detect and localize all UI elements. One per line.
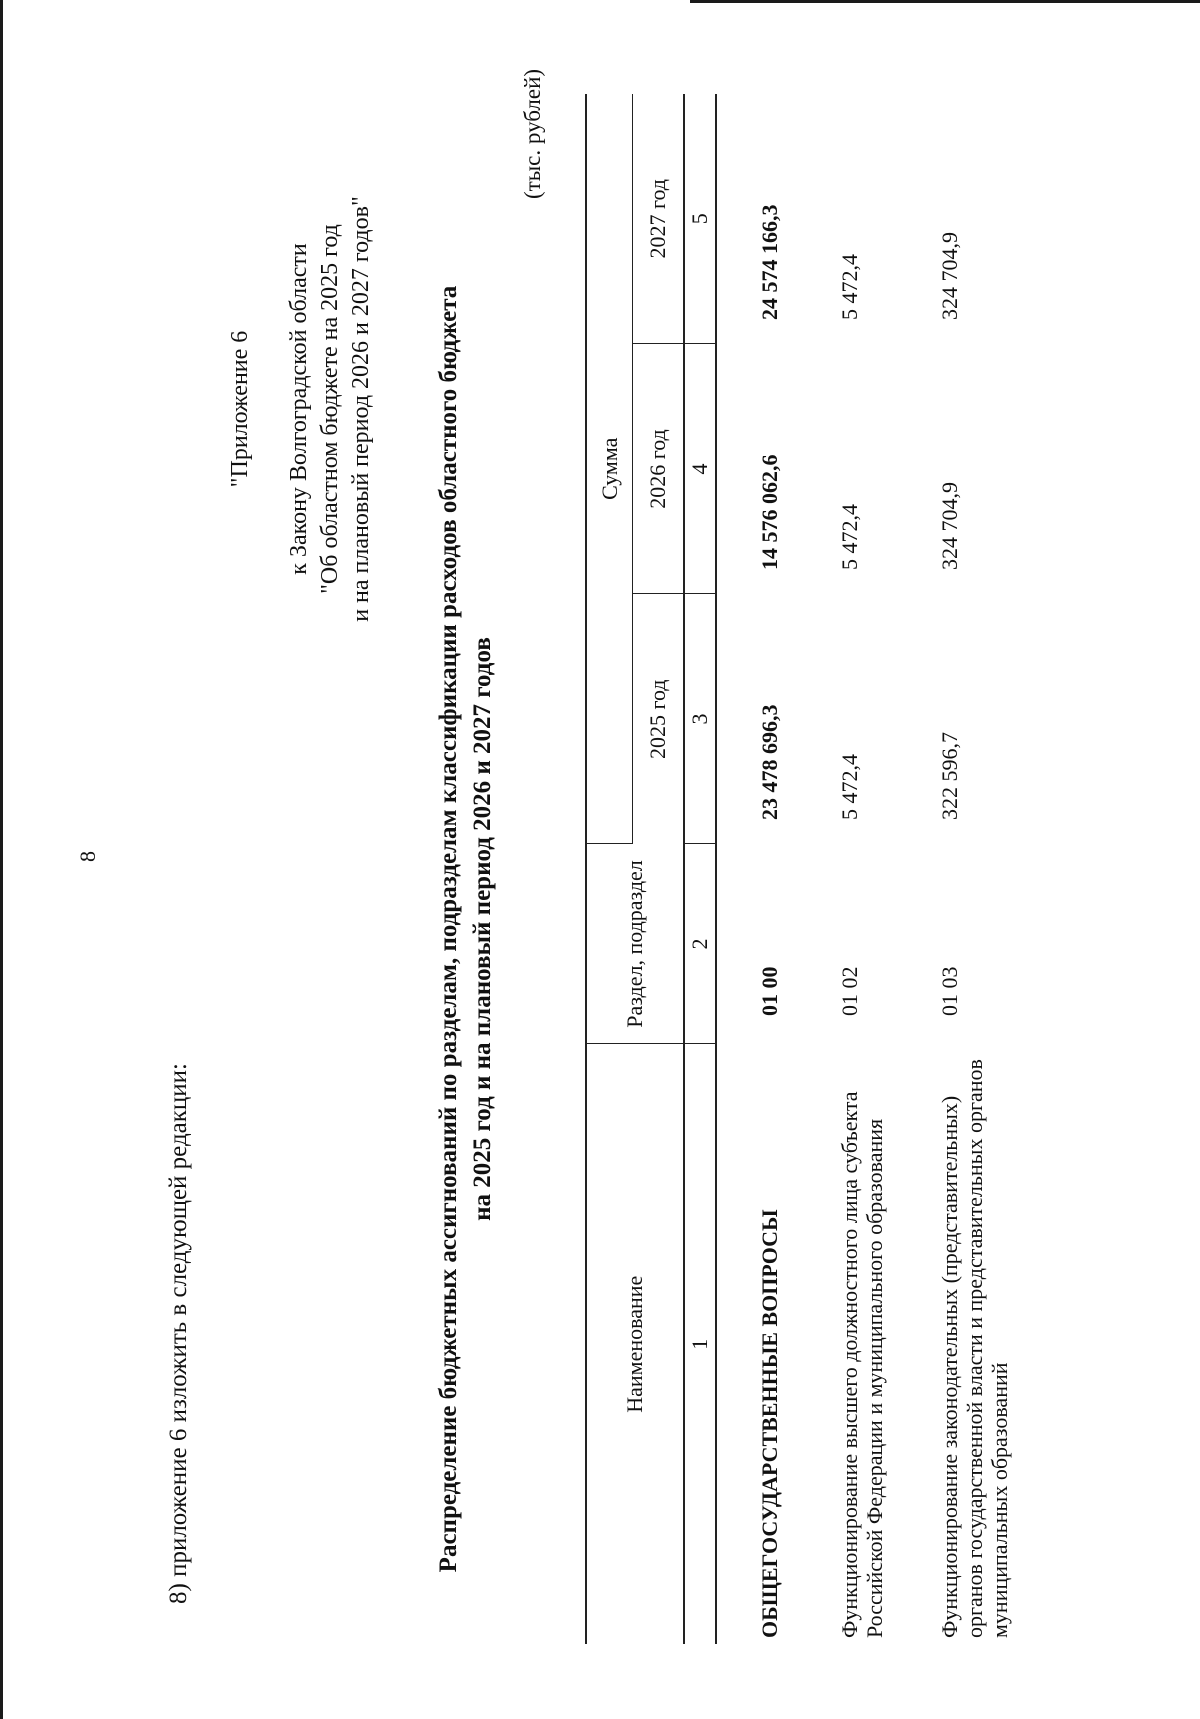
appendix-line-2: "Об областном бюджете на 2025 год — [317, 224, 343, 594]
units-label: (тыс. рублей) — [520, 68, 545, 199]
row-amount-2025: 322 596,7 — [937, 732, 962, 820]
appendix-line-1: к Закону Волгоградской области — [286, 243, 312, 575]
table-row — [716, 94, 787, 1644]
row-amount-2026: 5 472,4 — [837, 504, 862, 570]
page-number: 8 — [75, 851, 100, 862]
column-number: 3 — [684, 594, 716, 844]
row-amount-2027: 5 472,4 — [837, 254, 862, 320]
document-title-line-2: на 2025 год и на плановый период 2026 и 2027 годов — [469, 637, 496, 1221]
row-amount-2026: 14 576 062,6 — [757, 454, 782, 570]
row-code: 01 00 — [757, 966, 782, 1016]
budget-table — [585, 94, 1012, 1644]
row-amount-2025: 5 472,4 — [837, 754, 862, 820]
column-number: 5 — [684, 94, 716, 344]
row-amount-2027: 24 574 166,3 — [757, 204, 782, 320]
row-code: 01 03 — [937, 966, 962, 1016]
column-number: 2 — [684, 844, 716, 1044]
table-row — [787, 94, 887, 1644]
header-sum: Сумма — [586, 94, 633, 844]
row-amount-2025: 23 478 696,3 — [757, 704, 782, 820]
appendix-block — [225, 99, 377, 719]
row-name: ОБЩЕГОСУДАРСТВЕННЫЕ ВОПРОСЫ — [757, 1209, 782, 1638]
document-title-line-1: Распределение бюджетных ассигнований по разделам, подразделам классификации расходов областного бюджета — [435, 285, 462, 1573]
header-year-2025: 2025 год — [633, 594, 685, 844]
header-section: Раздел, подраздел — [586, 844, 684, 1044]
header-year-2027: 2027 год — [633, 94, 685, 344]
appendix-title: "Приложение 6 — [227, 330, 253, 488]
header-name: Наименование — [586, 1044, 684, 1644]
header-year-2026: 2026 год — [633, 344, 685, 594]
intro-text: 8) приложение 6 изложить в следующей редакции: — [165, 1063, 192, 1604]
row-amount-2026: 324 704,9 — [937, 482, 962, 570]
table-row — [887, 94, 1012, 1644]
row-name: Функционирование высшего должностного лица субъекта Российской Федерации и муниципального образования — [837, 1091, 887, 1638]
document-title — [432, 209, 500, 1649]
column-number: 4 — [684, 344, 716, 594]
row-amount-2027: 324 704,9 — [937, 232, 962, 320]
row-name: Функционирование законодательных (представительных) органов государственной власти и представительных органов муниципальных образований — [937, 1059, 1012, 1638]
row-code: 01 02 — [837, 966, 862, 1016]
appendix-line-3: и на плановый период 2026 и 2027 годов" — [348, 196, 374, 622]
column-number: 1 — [684, 1044, 716, 1644]
